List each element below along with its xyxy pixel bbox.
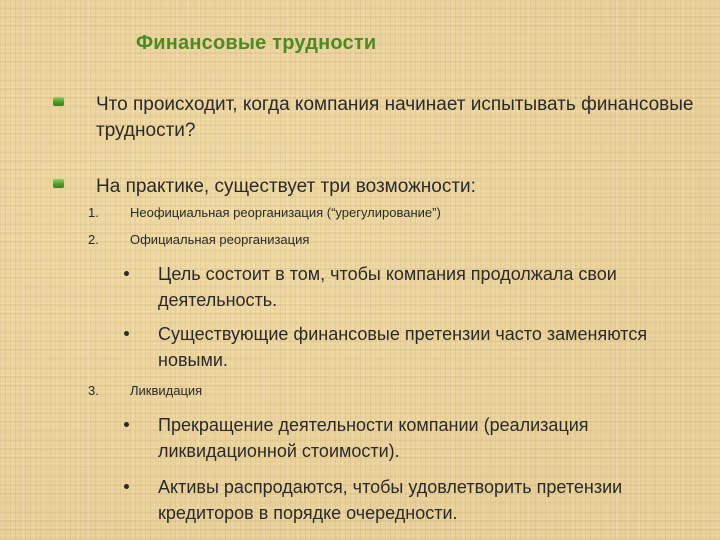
detail-text: Цель состоит в том, чтобы компания продолжала свои деятельность. xyxy=(158,264,617,310)
option-label: Неофициальная реорганизация (“урегулирование”) xyxy=(130,205,441,220)
detail-text: Существующие финансовые претензии часто заменяются новыми. xyxy=(158,324,648,370)
green-square-bullet-icon xyxy=(53,179,64,188)
round-dot-bullet-icon xyxy=(124,484,129,489)
green-square-bullet-icon xyxy=(53,97,64,106)
bullet-possibilities xyxy=(96,174,696,200)
option-number: 2. xyxy=(88,232,99,247)
detail-item xyxy=(158,474,678,526)
bullet-possibilities-text: На практике, существует три возможности: xyxy=(96,176,476,197)
detail-item xyxy=(158,261,678,313)
option-label: Официальная реорганизация xyxy=(130,232,310,247)
round-dot-bullet-icon xyxy=(124,271,129,276)
slide-title: Финансовые трудности xyxy=(136,32,377,54)
option-label: Ликвидация xyxy=(130,383,203,398)
option-number: 3. xyxy=(88,383,99,398)
detail-item xyxy=(158,412,678,464)
bullet-question xyxy=(96,92,696,144)
detail-text: Активы распродаются, чтобы удовлетворить претензии кредиторов в порядке очередности. xyxy=(158,477,623,523)
detail-text: Прекращение деятельности компании (реализация ликвидационной стоимости). xyxy=(158,415,589,461)
round-dot-bullet-icon xyxy=(124,331,129,336)
detail-item xyxy=(158,321,678,373)
round-dot-bullet-icon xyxy=(124,422,129,427)
bullet-question-text: Что происходит, когда компания начинает испытывать финансовые трудности? xyxy=(96,94,694,141)
option-number: 1. xyxy=(88,205,99,220)
